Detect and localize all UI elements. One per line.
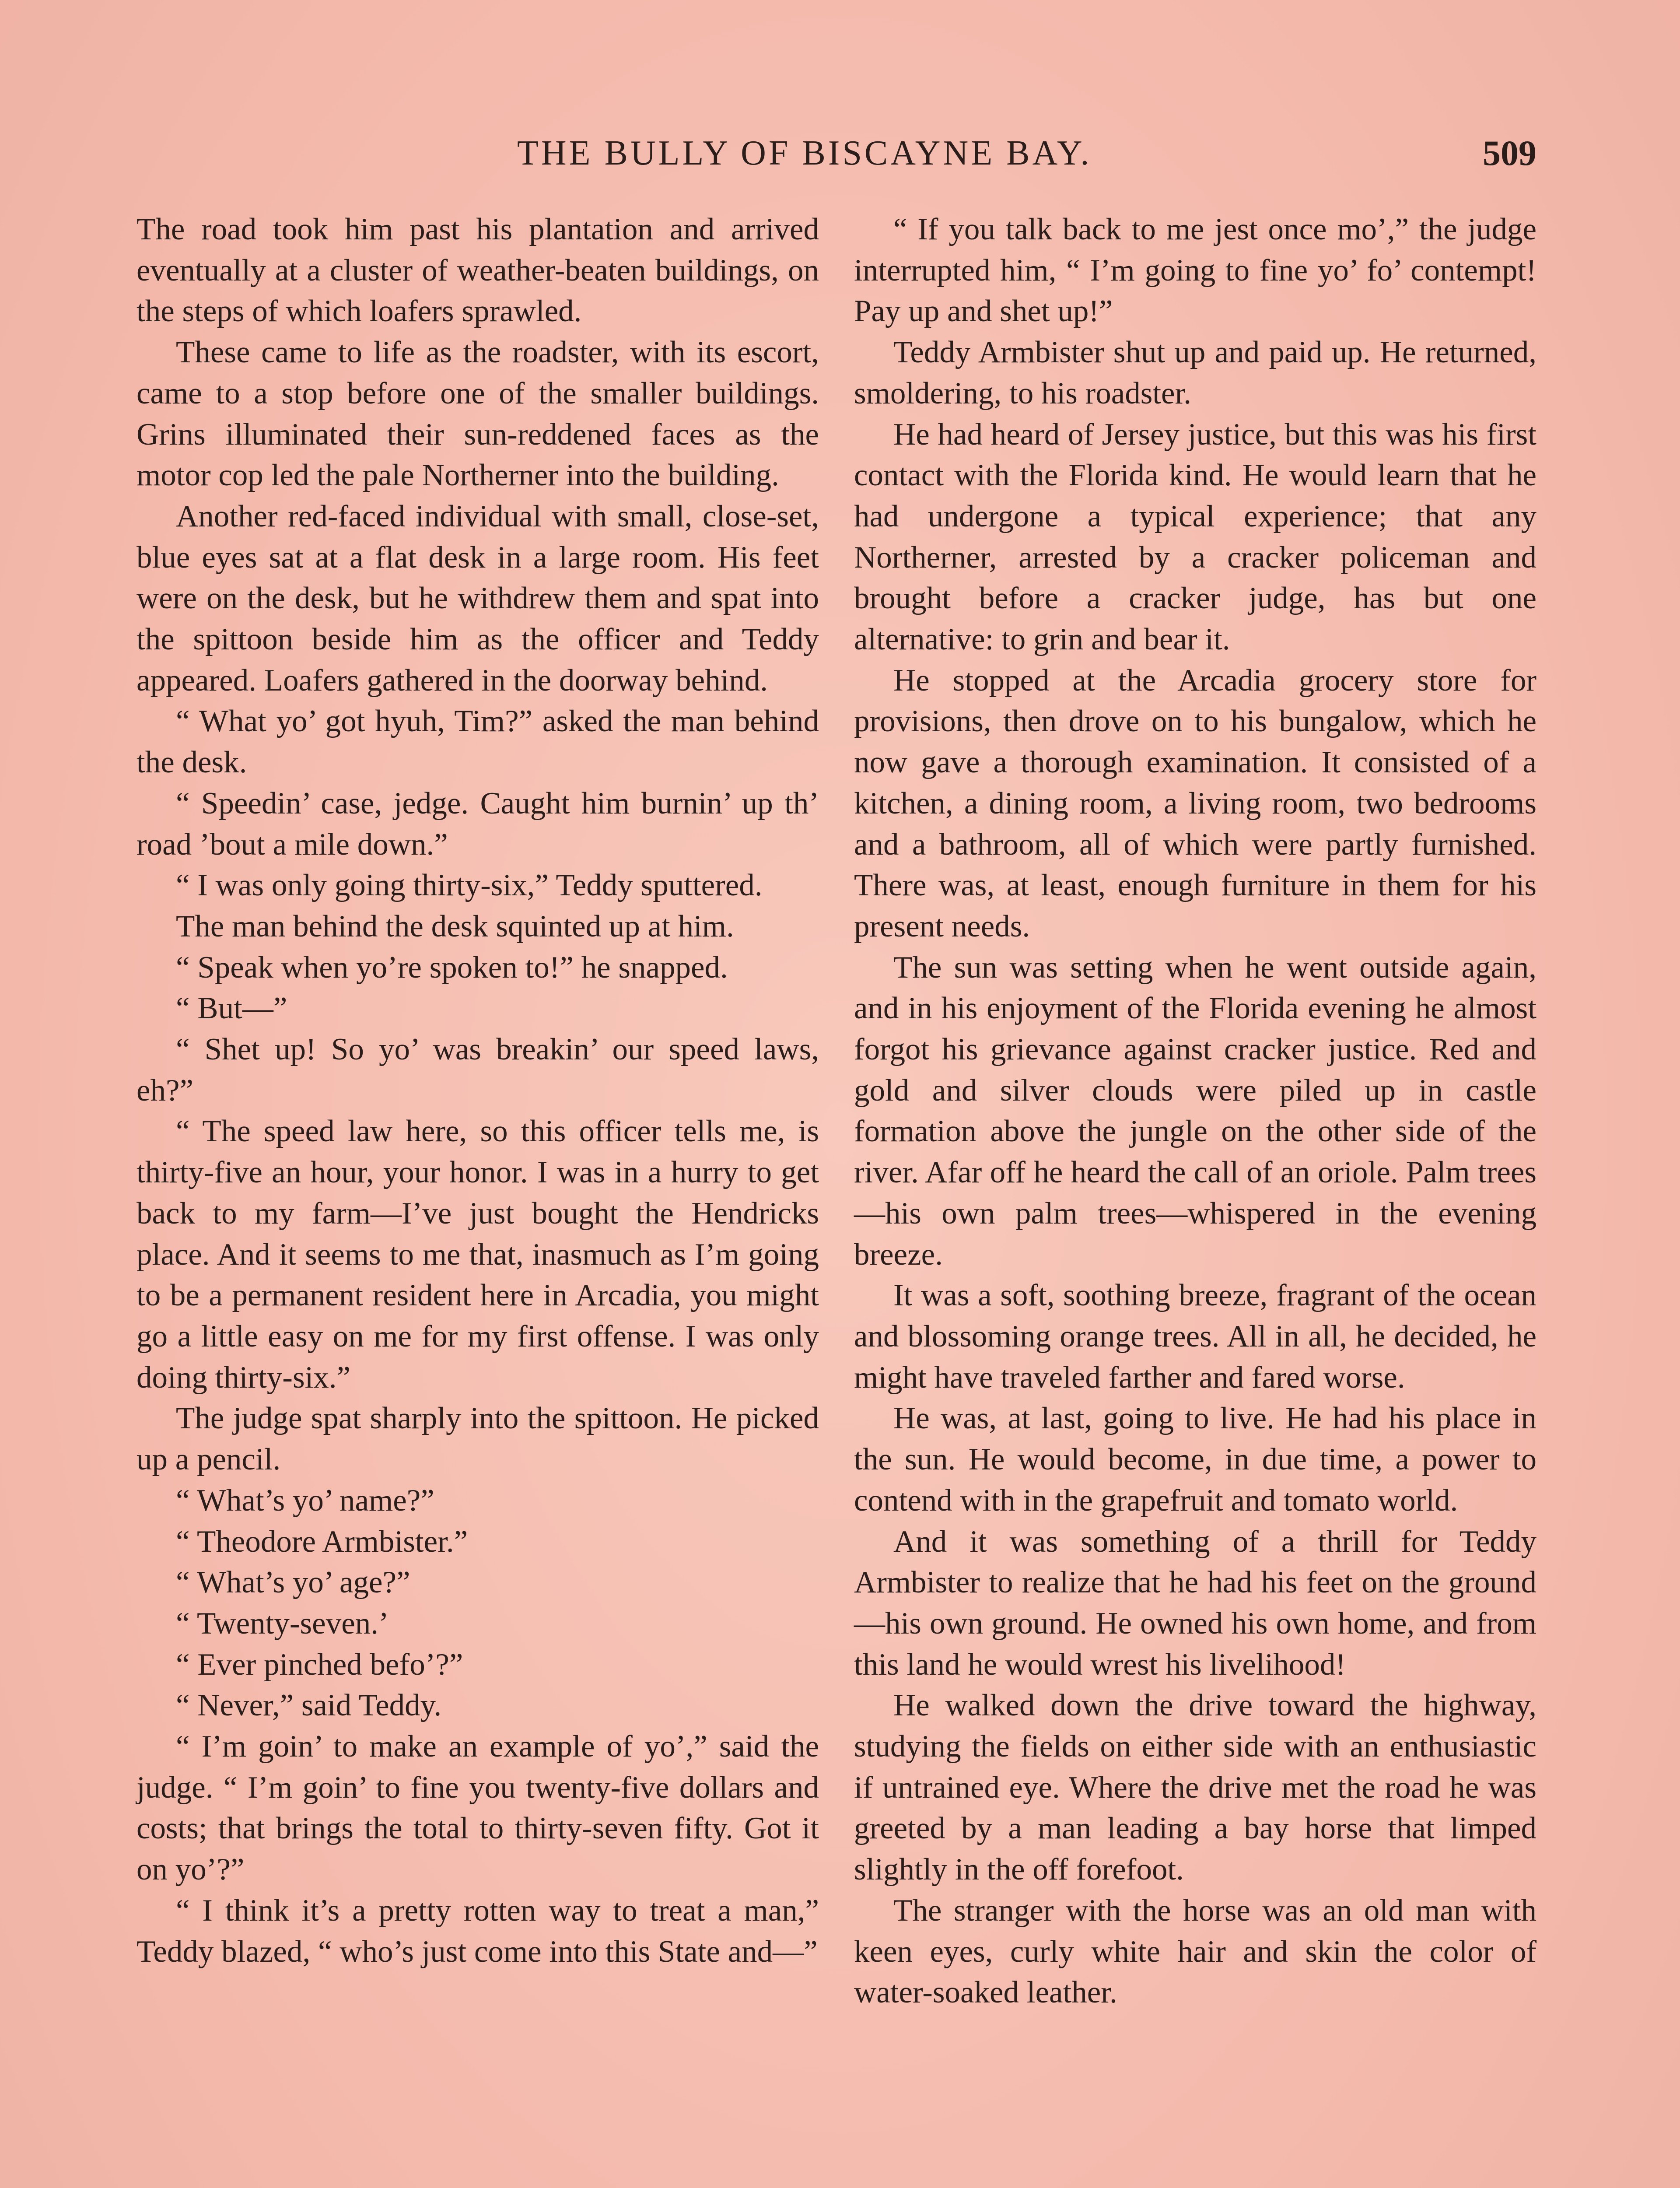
paragraph: Teddy Armbister shut up and paid up. He returned, smoldering, to his roadster. bbox=[854, 335, 1536, 410]
paragraph: These came to life as the roadster, with its escort, came to a stop before one of the smaller buildings. Grins illuminated their sun-reddened faces as the motor cop led the pale Northerner into the building. bbox=[136, 335, 819, 493]
paragraph: “ I’m goin’ to make an example of yo’,” said the judge. “ I’m goin’ to fine you twenty-five dollars and costs; that brings the total to thirty-seven fifty. Got it on yo’?” bbox=[136, 1729, 819, 1887]
paragraph: It was a soft, soothing breeze, fragrant of the ocean and blossoming orange trees. All in all, he decided, he might have traveled farther and fared worse. bbox=[854, 1278, 1536, 1395]
right-text-column bbox=[854, 209, 1536, 2013]
paragraph: “ Theodore Armbister.” bbox=[176, 1524, 468, 1559]
paragraph: “ The speed law here, so this officer tells me, is thirty-five an hour, your honor. I was in a hurry to get back to my farm—I’ve just bought the Hendricks place. And it seems to me that, inasmuch as I’m going to be a permanent resident here in Arcadia, you might go a little easy on me for my first offense. I was only doing thirty-six.” bbox=[136, 1114, 819, 1395]
paragraph: “ Shet up! So yo’ was breakin’ our speed laws, eh?” bbox=[136, 1032, 819, 1108]
paragraph: “ Speedin’ case, jedge. Caught him burnin’ up th’ road ’bout a mile down.” bbox=[136, 786, 819, 862]
paragraph: “ What yo’ got hyuh, Tim?” asked the man behind the desk. bbox=[136, 704, 819, 780]
paragraph: The road took him past his plantation and arrived eventually at a cluster of weather-beaten buildings, on the steps of which loafers sprawled. bbox=[136, 212, 819, 329]
paragraph: “ But—” bbox=[176, 991, 287, 1026]
paragraph: Another red-faced individual with small, close-set, blue eyes sat at a flat desk in a large room. His feet were on the desk, but he withdrew them and spat into the spittoon beside him as the officer and Teddy appeared. Loafers gathered in the doorway behind. bbox=[136, 499, 819, 698]
paragraph: He stopped at the Arcadia grocery store for provisions, then drove on to his bungalow, which he now gave a thorough examination. It consisted of a kitchen, a dining room, a living room, two bedrooms and a bathroom, all of which were partly furnished. There was, at least, enough furniture in them for his present needs. bbox=[854, 663, 1536, 943]
paragraph: He walked down the drive toward the highway, studying the fields on either side with an enthusiastic if untrained eye. Where the drive met the road he was greeted by a man leading a bay horse that limped slightly in the off forefoot. bbox=[854, 1688, 1536, 1887]
paragraph: “ Speak when yo’re spoken to!” he snapped. bbox=[176, 950, 728, 985]
paragraph: He was, at last, going to live. He had his place in the sun. He would become, in due time, a power to contend with in the grapefruit and tomato world. bbox=[854, 1401, 1536, 1518]
page-header bbox=[136, 131, 1536, 184]
page-number: 509 bbox=[1483, 133, 1536, 173]
paragraph: And it was something of a thrill for Teddy Armbister to realize that he had his feet on the ground—his own ground. He owned his own home, and from this land he would wrest his livelihood! bbox=[854, 1524, 1536, 1682]
paragraph: He had heard of Jersey justice, but this was his first contact with the Florida kind. He would learn that he had undergone a typical experience; that any Northerner, arrested by a cracker policeman and brought before a cracker judge, has but one alternative: to grin and bear it. bbox=[854, 417, 1536, 657]
paragraph: “ If you talk back to me jest once mo’,” the judge interrupted him, “ I’m going to fine yo’ fo’ contempt! Pay up and shet up!” bbox=[854, 212, 1536, 329]
paragraph: “ Twenty-seven.’ bbox=[176, 1606, 389, 1641]
paragraph: The judge spat sharply into the spittoon. He picked up a pencil. bbox=[136, 1401, 819, 1477]
paragraph: “ What’s yo’ name?” bbox=[176, 1483, 434, 1518]
paragraph: “ I think it’s a pretty rotten way to treat a man,” Teddy blazed, “ who’s just come into this State and—” bbox=[136, 1893, 819, 1969]
paragraph: The man behind the desk squinted up at him. bbox=[176, 909, 734, 943]
running-title: THE BULLY OF BISCAYNE BAY. bbox=[517, 134, 1092, 172]
paragraph: “ I was only going thirty-six,” Teddy sputtered. bbox=[176, 868, 763, 903]
paragraph: “ What’s yo’ age?” bbox=[176, 1565, 410, 1600]
paragraph: The sun was setting when he went outside again, and in his enjoyment of the Florida evening he almost forgot his grievance against cracker justice. Red and gold and silver clouds were piled up in castle formation above the jungle on the other side of the river. Afar off he heard the call of an oriole. Palm trees—his own palm trees—whispered in the evening breeze. bbox=[854, 950, 1536, 1272]
left-text-column bbox=[136, 209, 819, 1972]
paragraph: The stranger with the horse was an old man with keen eyes, curly white hair and skin the color of water-soaked leather. bbox=[854, 1893, 1536, 2010]
paragraph: “ Never,” said Teddy. bbox=[176, 1688, 442, 1723]
paragraph: “ Ever pinched befo’?” bbox=[176, 1647, 463, 1682]
